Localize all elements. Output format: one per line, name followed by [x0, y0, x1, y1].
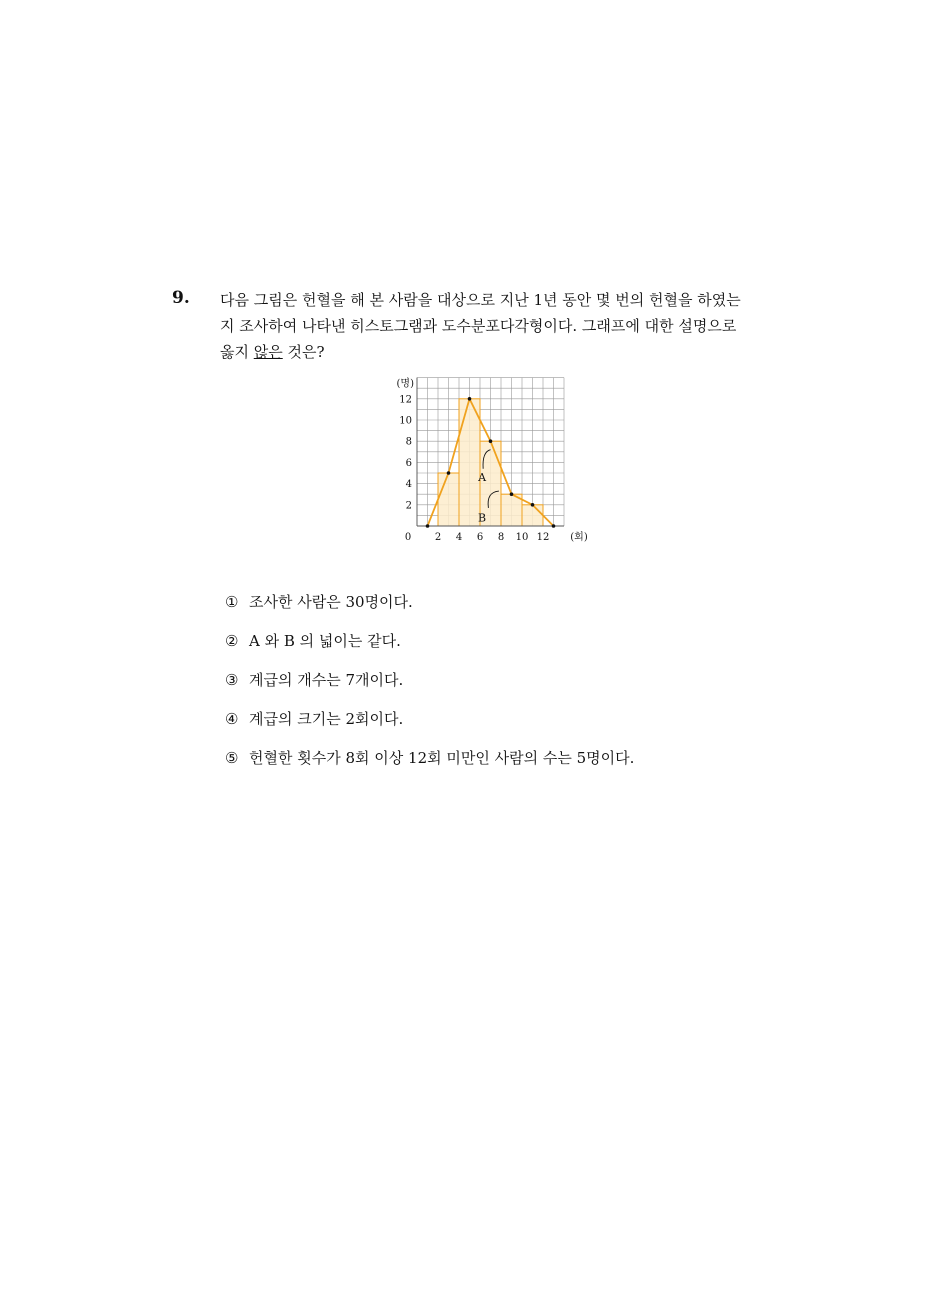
choice-5[interactable] — [225, 748, 634, 768]
y-tick-label: 12 — [399, 394, 412, 406]
stem-line-3-post: 것은? — [282, 343, 325, 361]
choice-4-mark: ④ — [225, 710, 239, 728]
y-tick-label: 4 — [405, 479, 412, 491]
polygon-point — [489, 439, 493, 443]
choice-1[interactable] — [225, 592, 413, 612]
x-tick-label: 2 — [434, 532, 442, 543]
stem-line-3 — [220, 339, 765, 365]
y-tick-label: 2 — [405, 500, 412, 512]
choice-5-mark: ⑤ — [225, 749, 239, 767]
polygon-point — [468, 397, 472, 401]
question-number: 9. — [172, 288, 190, 308]
x-tick-label: 0 — [404, 532, 412, 543]
choice-4[interactable] — [225, 709, 403, 729]
y-tick-label: 10 — [399, 415, 412, 427]
choice-5-text: 헌혈한 횟수가 8회 이상 12회 미만인 사람의 수는 5명이다. — [249, 749, 635, 767]
polygon-point — [552, 524, 556, 528]
histogram-bar — [459, 399, 480, 526]
choice-2-text: A 와 B 의 넓이는 같다. — [249, 632, 401, 650]
stem-line-3-pre: 옳지 — [220, 343, 254, 361]
polygon-point — [510, 492, 514, 496]
histogram-bar — [438, 473, 459, 526]
choice-3[interactable] — [225, 670, 403, 690]
choice-3-text: 계급의 개수는 7개이다. — [249, 671, 404, 689]
stem-line-2: 지 조사하여 나타낸 히스토그램과 도수분포다각형이다. 그래프에 대한 설명으로 — [220, 317, 737, 335]
x-tick-label: 10 — [515, 532, 529, 543]
stem-underlined-word: 않은 — [253, 343, 283, 361]
annotation-b-label: B — [478, 511, 487, 525]
choice-3-mark: ③ — [225, 671, 239, 689]
choice-2[interactable] — [225, 631, 401, 651]
y-tick-label: 6 — [405, 457, 412, 469]
y-axis-label: (명) — [396, 378, 414, 390]
histogram-bar — [522, 505, 543, 526]
x-tick-label: 12 — [536, 532, 550, 543]
polygon-point — [426, 524, 430, 528]
choice-1-text: 조사한 사람은 30명이다. — [249, 593, 413, 611]
choice-1-mark: ① — [225, 593, 239, 611]
x-axis-label: (회) — [570, 532, 588, 543]
x-tick-label: 6 — [476, 532, 484, 543]
polygon-point — [447, 471, 451, 475]
choice-4-text: 계급의 크기는 2회이다. — [249, 710, 404, 728]
stem-line-1: 다음 그림은 헌혈을 해 본 사람을 대상으로 지난 1년 동안 몇 번의 헌혈을 하였는 — [220, 291, 741, 309]
polygon-point — [531, 503, 535, 507]
histogram-chart — [390, 373, 590, 553]
question-stem — [220, 287, 765, 365]
annotation-a-label: A — [478, 471, 487, 485]
y-tick-label: 8 — [405, 436, 412, 448]
x-tick-label: 4 — [455, 532, 463, 543]
x-tick-label: 8 — [497, 532, 505, 543]
histogram-bar — [501, 494, 522, 526]
choice-2-mark: ② — [225, 632, 239, 650]
